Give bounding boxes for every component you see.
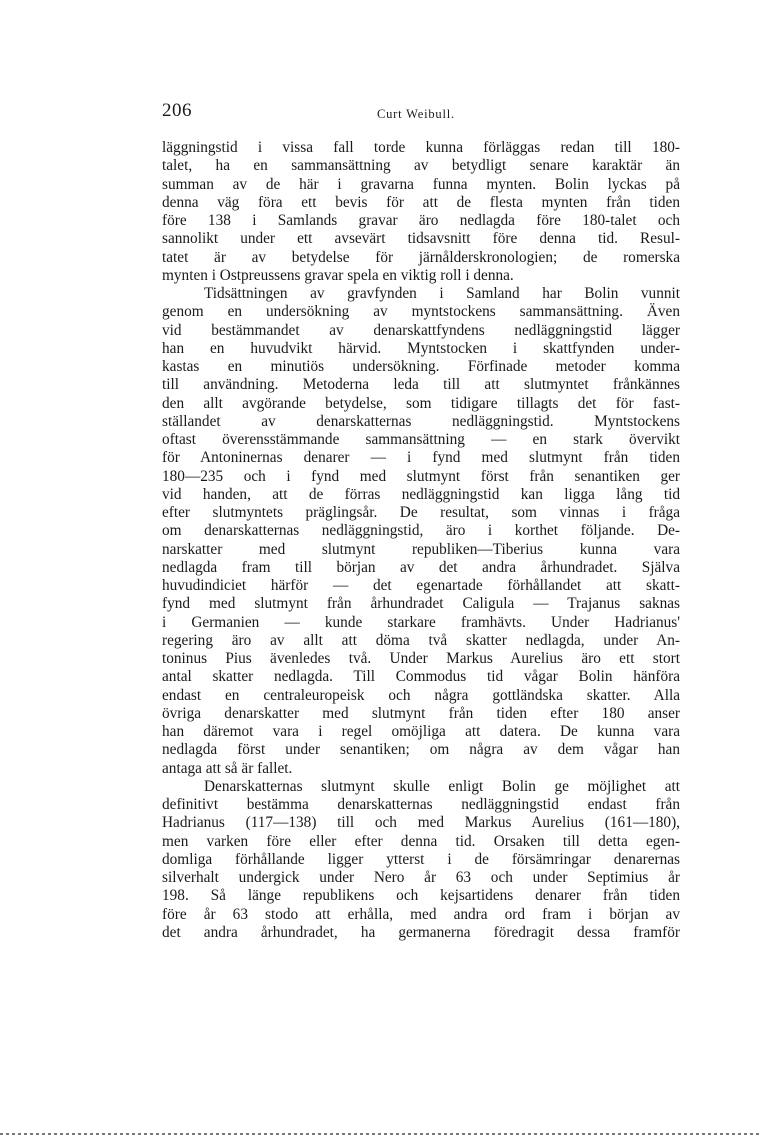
text-line: oftast överensstämmande sammansättning — en stark övervikt (162, 431, 680, 448)
text-line: denna väg föra ett bevis för att de flesta mynten från tiden (162, 193, 680, 211)
text-line: nedlagda först under senantiken; om några av dem vågar han (162, 741, 680, 759)
text-line: läggningstid i vissa fall torde kunna förläggas redan till 180- (162, 139, 680, 156)
text-line: för Antoninernas denarer — i fynd med slutmynt från tiden (162, 449, 680, 467)
text-line: till användning. Metoderna leda till att slutmyntet frånkännes (162, 376, 680, 394)
text-line: i Germanien — kunde starkare framhävts. Under Hadrianus' (162, 613, 680, 631)
text-line: om denarskatternas nedläggningstid, äro i korthet följande. De- (162, 522, 680, 540)
paragraph-start-line: Denarskatternas slutmynt skulle enligt Bolin ge möjlighet att (204, 777, 680, 795)
text-line: 198. Så länge republikens och kejsartidens denarer från tiden (162, 887, 680, 905)
text-line: antal skatter nedlagda. Till Commodus tid vågar Bolin hänföra (162, 668, 680, 686)
text-line: definitivt bestämma denarskatternas nedläggningstid endast från (162, 796, 680, 813)
body-text (162, 139, 680, 942)
text-line: före år 63 stodo att erhålla, med andra ord fram i början av (162, 905, 680, 923)
text-line: domliga förhållande ligger ytterst i de försämringar denarernas (162, 850, 680, 868)
text-line: summan av de här i gravarna funna mynten. Bolin lyckas på (162, 175, 680, 193)
running-head (162, 100, 680, 128)
scan-edge-dotted-rule (0, 1133, 760, 1135)
text-line: kastas en minutiös undersökning. Förfinade metoder komma (162, 358, 680, 375)
text-line: regering äro av allt att döma två skatter nedlagda, under An- (162, 631, 680, 649)
text-line: tatet är av betydelse för järnålderskronologien; de romerska (162, 248, 680, 266)
text-line: övriga denarskatter med slutmynt från tiden efter 180 anser (162, 704, 680, 722)
text-line: toninus Pius ävenledes två. Under Markus Aurelius äro ett stort (162, 650, 680, 667)
text-line: genom en undersökning av myntstockens sammansättning. Även (162, 303, 680, 321)
text-line: före 138 i Samlands gravar äro nedlagda före 180-talet och (162, 212, 680, 229)
running-title: Curt Weibull. (377, 107, 455, 121)
text-line: Hadrianus (117—138) till och med Markus Aurelius (161—180), (162, 814, 680, 832)
text-line: talet, ha en sammansättning av betydligt senare karaktär än (162, 157, 680, 175)
page-number: 206 (162, 100, 192, 121)
text-line: han däremot vara i regel omöjliga att datera. De kunna vara (162, 723, 680, 740)
text-line: men varken före eller efter denna tid. Orsaken till detta egen- (162, 832, 680, 850)
text-line: det andra århundradet, ha germanerna föredragit dessa framför (162, 923, 680, 941)
text-line: antaga att så är fallet. (162, 759, 293, 777)
text-line: vid bestämmandet av denarskattfyndens nedläggningstid lägger (162, 321, 680, 339)
text-line: 180—235 och i fynd med slutmynt först från senantiken ger (162, 467, 680, 485)
text-line: han en huvudvikt härvid. Myntstocken i skattfynden under- (162, 339, 680, 357)
text-line: endast en centraleuropeisk och några gottländska skatter. Alla (162, 686, 680, 704)
text-line: mynten i Ostpreussens gravar spela en viktig roll i denna. (162, 266, 514, 284)
text-line: nedlagda fram till början av det andra århundradet. Själva (162, 558, 680, 576)
text-line: silverhalt undergick under Nero år 63 och under Septimius år (162, 869, 680, 886)
text-line: huvudindiciet härför — det egenartade förhållandet att skatt- (162, 577, 680, 594)
text-line: ställandet av denarskatternas nedläggningstid. Myntstockens (162, 412, 680, 430)
text-line: sannolikt under ett avsevärt tidsavsnitt före denna tid. Resul- (162, 230, 680, 248)
text-line: vid handen, att de förras nedläggningstid kan ligga lång tid (162, 485, 680, 503)
text-line: efter slutmyntets präglingsår. De resultat, som vinnas i fråga (162, 504, 680, 521)
text-line: den allt avgörande betydelse, som tidigare tillagts det för fast- (162, 394, 680, 412)
paragraph-start-line: Tidsättningen av gravfynden i Samland har Bolin vunnit (204, 285, 680, 302)
text-line: narskatter med slutmynt republiken—Tiberius kunna vara (162, 540, 680, 558)
text-line: fynd med slutmynt från århundradet Caligula — Trajanus saknas (162, 595, 680, 613)
